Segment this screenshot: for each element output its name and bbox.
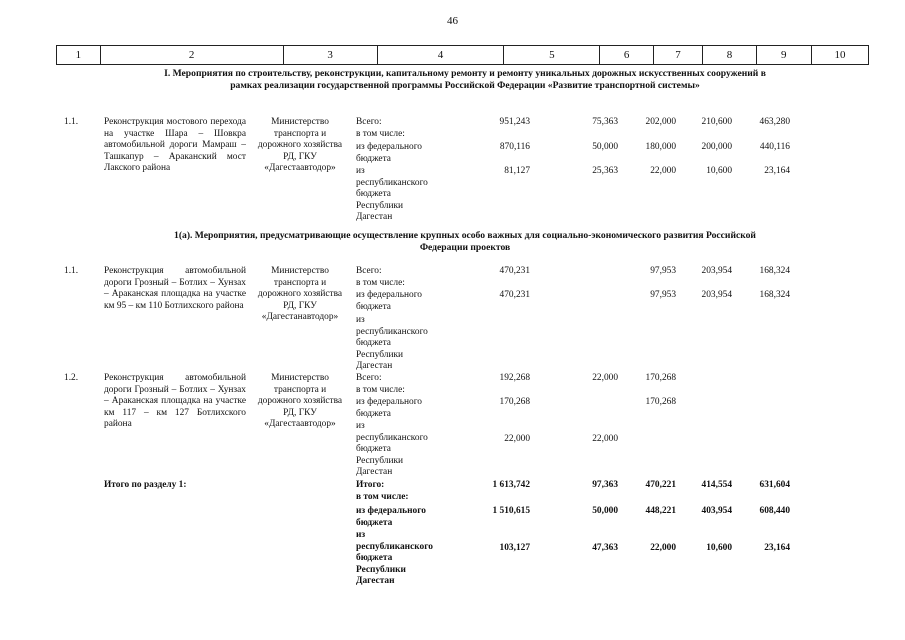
value: 202,000 [645, 117, 676, 127]
total-value: 1 613,742 [492, 480, 530, 490]
value: 870,116 [499, 142, 530, 152]
row-number: 1.2. [64, 373, 79, 383]
source-federal: из федерального бюджета [356, 142, 422, 164]
value: 470,231 [499, 290, 530, 300]
value: 168,324 [759, 266, 790, 276]
value: 470,231 [499, 266, 530, 276]
source-total: Всего: [356, 373, 382, 383]
total-source-federal: из федерального бюджета [356, 506, 426, 528]
executor: Министерство транспорта и дорожного хозяйства РД, ГКУ «Дагестаавтодор» [257, 117, 343, 173]
value: 192,268 [499, 373, 530, 383]
value: 200,000 [701, 142, 732, 152]
source-federal: из федерального бюджета [356, 397, 422, 419]
header-col-2: 2 [101, 46, 284, 64]
value: 203,954 [701, 290, 732, 300]
total-value: 448,221 [645, 506, 676, 516]
value: 23,164 [764, 166, 790, 176]
source-republic: из республиканского бюджета Республики Дагестан [356, 166, 428, 222]
total-value: 10,600 [706, 543, 732, 553]
project-name: Реконструкция автомобильной дороги Грозный – Ботлих – Хунзах – Араканская площадка на участке км 117 – км 127 Ботлихского района [104, 373, 246, 429]
total-value: 50,000 [592, 506, 618, 516]
project-name: Реконструкция автомобильной дороги Грозный – Ботлих – Хунзах – Араканская площадка на участке км 95 – км 110 Ботлихского района [104, 266, 246, 311]
total-value: 414,554 [701, 480, 732, 490]
total-value: 97,363 [592, 480, 618, 490]
total-value: 631,604 [759, 480, 790, 490]
value: 22,000 [592, 373, 618, 383]
value: 203,954 [701, 266, 732, 276]
header-col-1: 1 [57, 46, 101, 64]
value: 50,000 [592, 142, 618, 152]
value: 168,324 [759, 290, 790, 300]
value: 180,000 [645, 142, 676, 152]
total-value: 23,164 [764, 543, 790, 553]
value: 97,953 [650, 290, 676, 300]
header-col-7: 7 [654, 46, 704, 64]
value: 81,127 [504, 166, 530, 176]
total-value: 1 510,615 [492, 506, 530, 516]
header-col-10: 10 [834, 49, 846, 61]
total-source-republic: из республиканского бюджета Республики Дагестан [356, 530, 433, 586]
value: 170,268 [645, 397, 676, 407]
table-header-row [56, 45, 869, 65]
total-value: 103,127 [499, 543, 530, 553]
value: 22,000 [592, 434, 618, 444]
total-value: 403,954 [701, 506, 732, 516]
total-source-total: Итого: [356, 480, 385, 490]
project-name: Реконструкция мостового перехода на участке Шара – Шовкра автомобильной дороги Мамраш – Ташкапур – Араканский мост Лакского района [104, 117, 246, 173]
row-number: 1.1. [64, 117, 79, 127]
value: 10,600 [706, 166, 732, 176]
source-total: Всего: [356, 266, 382, 276]
value: 75,363 [592, 117, 618, 127]
value: 97,953 [650, 266, 676, 276]
value: 22,000 [650, 166, 676, 176]
header-col-3: 3 [284, 46, 378, 64]
value: 170,268 [645, 373, 676, 383]
value: 440,116 [759, 142, 790, 152]
total-value: 47,363 [592, 543, 618, 553]
source-total: Всего: [356, 117, 382, 127]
total-value: 608,440 [759, 506, 790, 516]
total-value: 470,221 [645, 480, 676, 490]
source-including: в том числе: [356, 385, 405, 395]
header-col-8: 8 [703, 46, 756, 64]
source-including: в том числе: [356, 278, 405, 288]
value: 22,000 [504, 434, 530, 444]
header-col-4: 4 [378, 46, 505, 64]
section-1-title: I. Мероприятия по строительству, реконструкции, капитальному ремонту и ремонту уникальных дорожных искусственных сооружений в рамках реализации государственной программы Российской Федерации «Развитие транспортной системы» [164, 68, 766, 91]
source-federal: из федерального бюджета [356, 290, 422, 312]
value: 210,600 [701, 117, 732, 127]
row-number: 1.1. [64, 266, 79, 276]
source-including: в том числе: [356, 128, 405, 139]
executor: Министерство транспорта и дорожного хозяйства РД, ГКУ «Дагестаавтодор» [257, 373, 343, 429]
section-1a-title: 1(а). Мероприятия, предусматривающие осуществление крупных особо важных для социально-экономического развития Российской Федерации проектов [174, 230, 756, 253]
value: 951,243 [499, 117, 530, 127]
total-source-including: в том числе: [356, 492, 409, 502]
header-col-5: 5 [504, 46, 600, 64]
total-value: 22,000 [650, 543, 676, 553]
value: 463,280 [759, 117, 790, 127]
page-number: 46 [447, 15, 458, 27]
header-col-9: 9 [757, 46, 812, 64]
executor: Министерство транспорта и дорожного хозяйства РД, ГКУ «Дагестанавтодор» [257, 266, 343, 322]
total-label: Итого по разделу 1: [104, 480, 187, 490]
source-republic: из республиканского бюджета Республики Дагестан [356, 421, 428, 477]
value: 170,268 [499, 397, 530, 407]
header-col-6: 6 [600, 46, 653, 64]
source-republic: из республиканского бюджета Республики Дагестан [356, 315, 428, 371]
value: 25,363 [592, 166, 618, 176]
